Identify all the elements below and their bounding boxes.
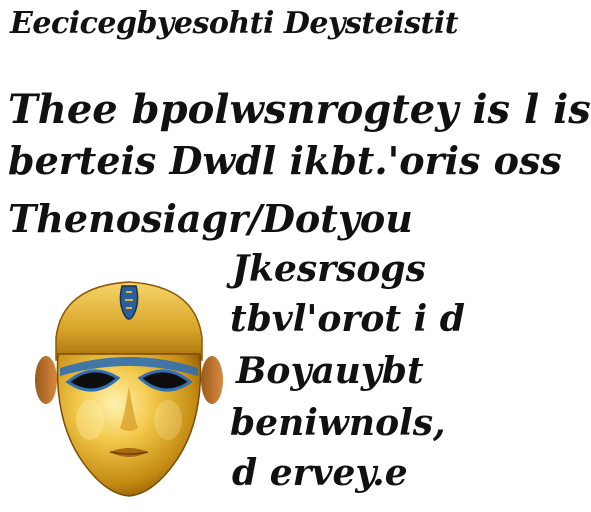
golden-pharaoh-mask-icon [34, 268, 224, 504]
right-text-line-2: tbvl'orot i d [230, 298, 465, 340]
text-line-3: Thenosiagr/Dotyou [8, 196, 413, 241]
right-text-line-3: Boyauybt [236, 350, 424, 392]
right-text-line-4: beniwnols, [230, 402, 446, 444]
text-line-2: berteis Dwdl ikbt.'oris oss [8, 138, 562, 183]
text-line-1: Thee bpolwsnrogtey is l is [8, 86, 591, 133]
right-text-line-1: Jkesrsogs [232, 248, 426, 290]
heading: Eecicegbyesohti Deysteistit [10, 6, 459, 41]
right-ear-shape [201, 356, 223, 404]
right-text-line-5: d ervey.e [232, 452, 408, 494]
left-ear-shape [35, 356, 57, 404]
